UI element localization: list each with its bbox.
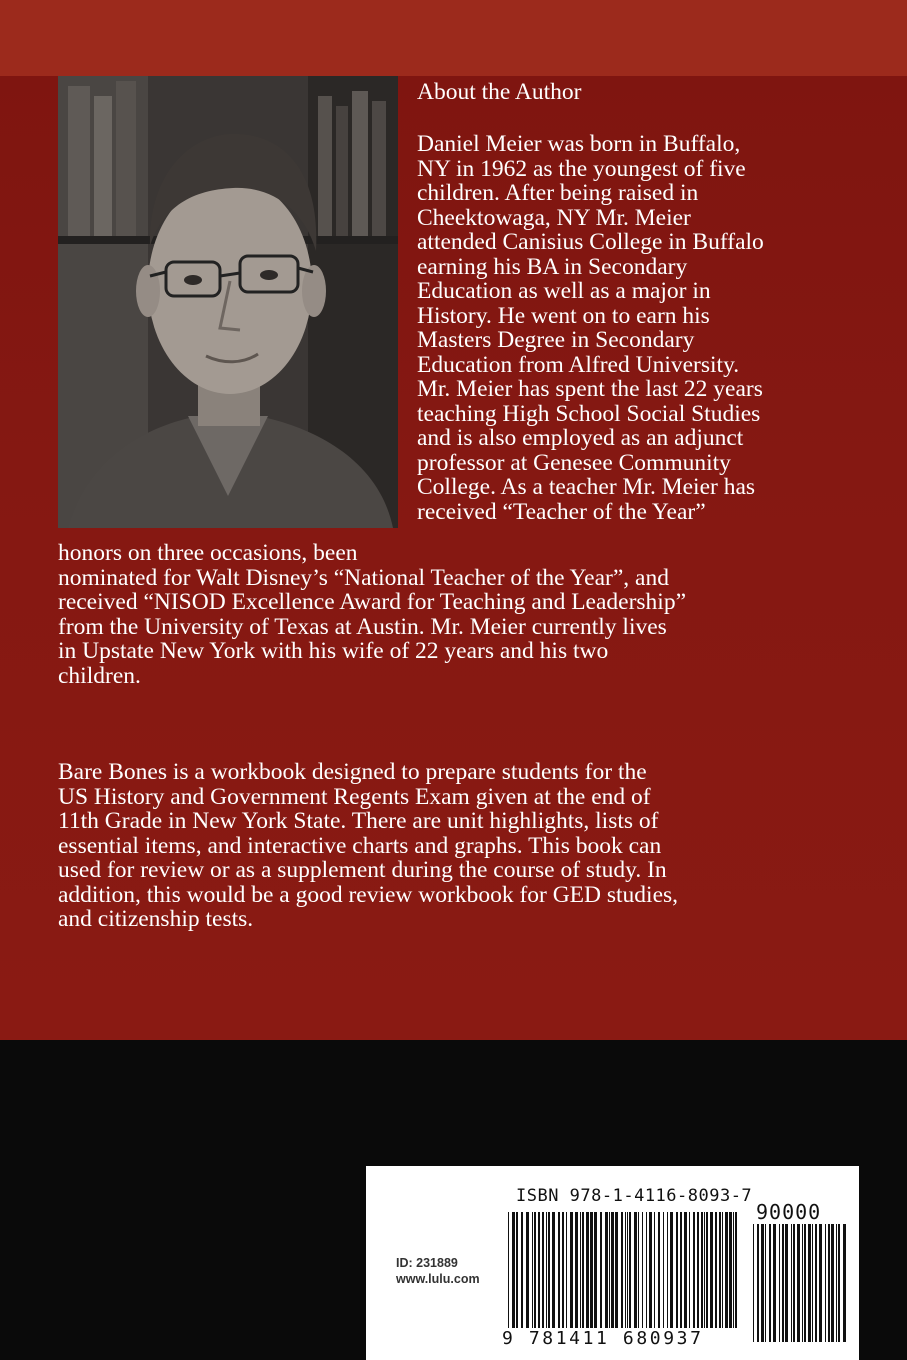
barcode-bar [697,1212,699,1328]
barcode-bar [546,1212,547,1328]
barcode-bar [621,1212,623,1328]
barcode-bar [521,1212,523,1328]
barcode-bar [779,1224,780,1342]
book-description: Bare Bones is a workbook designed to prepare students for the US History and Government Regents Exam given at the end of 11th Grade in New York State. There are unit highlights, lists of essential items, and interactive charts and graphs. This book can used for review or as a supplement during the course of study. In addition, this would be a good review workbook for GED studies, and citizenship tests. [58,759,679,932]
barcode-bar [625,1212,626,1328]
barcode-bar [684,1212,687,1328]
barcode-bar [791,1224,792,1342]
barcode-bar [819,1224,822,1342]
barcode-bar [804,1224,806,1342]
barcode-bar [838,1224,840,1342]
barcode-bar [808,1224,811,1342]
barcode-bar [649,1212,652,1328]
barcode-bar [802,1224,803,1342]
barcode-bar [733,1212,734,1328]
lulu-id: ID: 231889 [396,1256,458,1270]
author-photo [58,76,398,528]
barcode-bar [615,1212,618,1328]
addon-barcode [751,1224,847,1342]
barcode-bar [582,1212,584,1328]
barcode-bar [638,1212,639,1328]
barcode-bar [761,1224,764,1342]
barcode-bar [512,1212,515,1328]
barcode-bar [570,1212,573,1328]
barcode-bar [575,1212,578,1328]
barcode-bar [594,1212,597,1328]
barcode-bar [629,1212,631,1328]
barcode-bar [580,1212,581,1328]
barcode-bar [725,1212,728,1328]
barcode-bar [605,1212,608,1328]
author-bio-side: Daniel Meier was born in Buffalo, NY in 1962 as the youngest of five children. After being raised in Cheektowaga, NY Mr. Meier attended Canisius College in Buffalo earning his BA in Secondary Education as well as a major in History. He went on to earn his Masters Degree in Secondary Education from Alfred University. Mr. Meier has spent the last 22 years teaching High School Social Studies and is also employed as an adjunct professor at Genesee Community College. As a teacher Mr. Meier has received “Teacher of the Year” [417,131,764,525]
barcode-bar [532,1212,533,1328]
barcode-bar [590,1212,593,1328]
about-author-heading: About the Author [417,79,582,105]
barcode-bar [785,1224,788,1342]
barcode-bar [843,1224,846,1342]
barcode-bar [769,1224,771,1342]
isbn-label: ISBN 978-1-4116-8093-7 [516,1186,753,1206]
barcode-bar [825,1224,826,1342]
barcode-bar [704,1212,705,1328]
barcode-bar [735,1212,737,1328]
barcode-bar [680,1212,682,1328]
barcode-bar [542,1212,544,1328]
barcode-bar [534,1212,536,1328]
barcode-bar [627,1212,628,1328]
lulu-url: www.lulu.com [396,1272,480,1286]
barcode-bar [538,1212,540,1328]
barcode-bar [753,1224,754,1342]
barcode-bar [658,1212,660,1328]
barcode-bar [757,1224,759,1342]
barcode-digits: 9 781411 680937 [502,1328,704,1349]
barcode-bar [812,1224,813,1342]
barcode-bar [562,1212,564,1328]
barcode-bar [566,1212,567,1328]
barcode-bar [793,1224,795,1342]
barcode-bar [797,1224,800,1342]
barcode-bar [663,1212,664,1328]
barcode-bar [676,1212,678,1328]
barcode-bar [831,1224,834,1342]
barcode-bar [526,1212,529,1328]
barcode-bar [815,1224,817,1342]
barcode-bar [586,1212,589,1328]
barcode-bar [689,1212,690,1328]
isbn-barcode [506,1212,742,1328]
barcode-bar [836,1224,837,1342]
barcode-bar [729,1212,732,1328]
barcode-bar [773,1224,776,1342]
top-band [0,0,907,76]
barcode-bar [670,1212,673,1328]
barcode-bar [634,1212,637,1328]
author-bio-continued: honors on three occasions, been nominated for Walt Disney’s “National Teacher of the Year”, and received “NISOD Excellence Award for Teaching and Leadership” from the University of Texas at Austin. Mr. Meier currently lives in Upstate New York with his wife of 22 years and his two children. [58,540,687,689]
barcode-bar [548,1212,550,1328]
barcode-bar [646,1212,647,1328]
barcode-bar [710,1212,713,1328]
barcode-bar [828,1224,830,1342]
barcode-bar [558,1212,560,1328]
barcode-bar [719,1212,721,1328]
barcode-bar [611,1212,614,1328]
barcode-bar [693,1212,695,1328]
barcode-bar [722,1212,723,1328]
barcode-bar [508,1212,509,1328]
barcode-bar [667,1212,668,1328]
barcode-bar [609,1212,610,1328]
barcode-bar [654,1212,655,1328]
barcode-bar [600,1212,602,1328]
barcode-addon-label: 90000 [756,1200,822,1224]
barcode-bar [642,1212,643,1328]
barcode-bar [552,1212,555,1328]
barcode-bar [516,1212,518,1328]
barcode-bar [701,1212,703,1328]
barcode-bar [706,1212,708,1328]
barcode-bar [715,1212,717,1328]
barcode-bar [782,1224,784,1342]
barcode-box [366,1166,859,1360]
barcode-bar [765,1224,766,1342]
